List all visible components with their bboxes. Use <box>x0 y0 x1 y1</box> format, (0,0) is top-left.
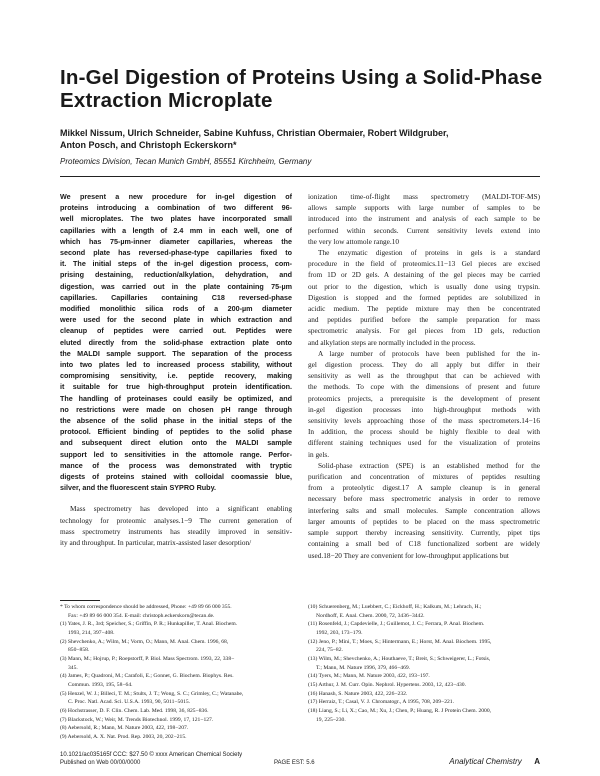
title-line: In-Gel Digestion of Proteins Using a Solid-Phase <box>60 66 543 89</box>
body-line: purification and concentration of mixtures of peptides resulting <box>308 472 540 482</box>
abstract-line: it suitable for true high-throughput protein identification. <box>60 382 292 392</box>
introduction-continued <box>308 191 540 561</box>
title-line: Extraction Microplate <box>60 89 273 112</box>
abstract-line: digestion, was carried out in the plate containing 75-µm <box>60 281 292 291</box>
body-line: larger amounts of peptides to be placed on the mass spectrometric <box>308 516 540 526</box>
body-line: introduced into the instrument and analysis of each sample to be <box>308 214 540 224</box>
abstract-line: eluted directly from the solid-phase extraction plate onto <box>60 337 292 347</box>
reference-line: (16) Hanash, S. Nature 2003, 422, 226−232. <box>308 690 408 697</box>
body-line: In addition, the process should be highly flexible to deal with <box>308 427 540 437</box>
body-line: and peptides purified before the sample preparation for mass <box>308 315 540 325</box>
reference-line: (9) Aebersold, A. X. Nat. Prod. Rep. 2003, 20, 202−215. <box>60 733 187 740</box>
body-line: Solid-phase extraction (SPE) is an established method for the <box>318 460 540 470</box>
abstract-line: second plate has reversed-phase-type capillaries fixed to <box>60 248 292 258</box>
reference-line: (3) Mann, M.; Hojrup, P.; Roepstorff, P. Biol. Mass Spectrom. 1993, 22, 338− <box>60 655 235 662</box>
authors-line: Mikkel Nissum, Ulrich Schneider, Sabine Kuhfuss, Christian Obermaier, Robert Wildgruber, <box>60 128 449 138</box>
body-line: containing a small bed of C18 functionalized sorbent are widely <box>308 539 540 549</box>
body-line: allows sample supports with large number of samples to be <box>308 203 540 213</box>
reference-line: * To whom correspondence should be addressed, Phone: +49 89 66 000 355. <box>60 604 232 610</box>
body-line: proteomics projects, a prerequisite is the development of present <box>308 393 540 403</box>
abstract-line: prising destaining, reduction/alkylation, dehydration, and <box>60 270 292 280</box>
reference-line: Fax: +49 89 66 000 354. E-mail: christoph.eckerskorn@tecan.de. <box>68 612 215 619</box>
abstract-line: The handling of proteinases could easily be optimized, and <box>60 393 292 403</box>
references-left <box>60 603 292 742</box>
abstract-line: and subsequent direct elution onto the MALDI sample <box>60 438 292 448</box>
abstract-line: no restrictions were made on chosen pH range through <box>60 404 292 414</box>
reference-line: (15) Arthur, J. M. Curr. Opin. Nephrol. Hypertens. 2003, 12, 423−430. <box>308 681 466 688</box>
body-line: necessary before mass spectrometric analysis in order to remove <box>308 494 540 504</box>
reference-line: (14) Tyers, M.; Mann, M. Nature 2003, 422, 193−197. <box>308 673 430 680</box>
body-line: sensitivity as well as the throughput that can be achieved with <box>308 371 540 381</box>
body-line: the very low attomole range.10 <box>308 236 399 246</box>
abstract-line: compromising sensitivity, i.e. peptide recovery, making <box>60 371 292 381</box>
reference-line: 1993, 214, 397−408. <box>68 629 115 636</box>
reference-line: 1992, 203, 173−179. <box>316 629 363 636</box>
body-line: gel digestion process. They do all apply but differ in their <box>308 360 540 370</box>
page-estimate: PAGE EST: 5.6 <box>274 760 315 766</box>
abstract-line: capillaries with a length of 2.4 mm in each well, one of <box>60 225 292 235</box>
body-line: Digestion is stopped and the formed peptides are solubilized in <box>308 292 540 302</box>
body-line: mass spectrometry instruments has steadily improved in sensitiv- <box>60 526 292 536</box>
abstract <box>60 191 292 493</box>
abstract-line: modified monolithic silica rods of a 200-µm diameter <box>60 304 292 314</box>
body-line: acidic medium. The peptide mixture may then be concentrated <box>308 304 540 314</box>
journal-footer <box>449 751 540 769</box>
reference-line: (2) Shevchenko, A.; Wilm, M.; Vorm, O.; Mann, M. Anal. Chem. 1996, 68, <box>60 638 229 645</box>
body-line: the methods. To cope with the dimensions of present and future <box>308 382 540 392</box>
reference-line: (12) Jeno, P.; Mini, T.; Moes, S.; Hintermann, E.; Horst, M. Anal. Biochem. 1995, <box>308 638 492 645</box>
abstract-line: into two plates led to increased process stability, without <box>60 360 292 370</box>
authors-line: Anton Posch, and Christoph Eckerskorn* <box>60 140 237 150</box>
body-line: in gels. <box>308 449 330 459</box>
reference-line: (10) Schuerenberg, M.; Luebbert, C.; Eickhoff, H.; Kalkum, M.; Lehrach, H.; <box>308 604 482 610</box>
abstract-line: protocol. Efficient binding of peptides to the solid phase <box>60 427 292 437</box>
reference-line: (18) Liang, S.; Li, X.; Cao, M.; Xu, J.; Chen, P.; Huang, R. J Protein Chem. 2000, <box>308 707 492 714</box>
reference-line: (17) Herraiz, T.; Casal, V. J. Chromatogr., A 1995, 708, 209−221. <box>308 699 454 706</box>
reference-line: 345. <box>68 664 78 671</box>
reference-line: Nordhoff, E. Anal. Chem. 2000, 72, 3436−3442. <box>316 612 425 619</box>
abstract-line: We present a new procedure for in-gel digestion of <box>60 192 292 201</box>
body-line: different staining techniques used for the visualization of proteins <box>308 438 540 448</box>
article-title <box>60 66 560 112</box>
body-line: and alkylation steps are normally included in the process. <box>308 337 476 347</box>
body-line: spectrometric analysis. For gel pieces from 1D gels, reduction <box>308 326 540 336</box>
body-line: The enzymatic digestion of proteins in gels is a standard <box>318 248 540 258</box>
reference-line: (4) James, P.; Quadroni, M.; Carafoli, E.; Gonnet, G. Biochem. Biophys. Res. <box>60 673 234 680</box>
abstract-line: the MALDI sample support. The separation of the process <box>60 348 292 358</box>
references-right <box>308 603 540 724</box>
abstract-line: silver, and the fluorescent stain SYPRO Ruby. <box>60 483 217 493</box>
reference-line: T.; Mann, M. Nature 1996, 379, 466−469. <box>316 664 411 671</box>
abstract-line: it. The initial steps of the in-gel digestion process, com- <box>60 259 292 269</box>
body-line: sensitivity levels approaching those of the mass spectrometers.14−16 <box>308 416 540 426</box>
body-line: Mass spectrometry has developed into a significant enabling <box>70 504 292 514</box>
footnote-rule <box>60 600 100 601</box>
journal-name: Analytical Chemistry <box>449 757 522 766</box>
page-label: A <box>534 757 540 766</box>
reference-line: (1) Yates, J. R., 3rd; Speicher, S.; Griffin, P. R.; Hunkapiller, T. Anal. Biochem. <box>60 621 238 628</box>
reference-line: (13) Wilm, M.; Shevchenko, A.; Houthaeve, T.; Breit, S.; Schweigerer, L.; Fotsis, <box>308 655 491 662</box>
reference-line: C. Proc. Natl. Acad. Sci. U.S.A. 1993, 90, 5011−5015. <box>68 699 191 706</box>
body-line: from 1D or 2D gels. A destaining of the gel pieces may be carried <box>308 270 540 280</box>
reference-line: (6) Hochstrasser, D. F. Clin. Chem. Lab. Med. 1998, 36, 825−836. <box>60 707 209 714</box>
abstract-line: the absence of the solid phase in the initial steps of the <box>60 416 292 426</box>
abstract-line: were used for the second plate in which extraction and <box>60 315 292 325</box>
reference-line: 19, 225−230. <box>316 716 346 723</box>
header-rule <box>60 176 540 177</box>
reference-line: 850−858. <box>68 647 90 654</box>
abstract-line: support led to sensitivities in the attomole range. Perfor- <box>60 449 292 459</box>
body-line: out prior to the digestion, which is usually done using trypsin. <box>308 281 540 291</box>
abstract-line: well microplates. The two plates have incorporated small <box>60 214 292 224</box>
body-line: ionization time-of-flight mass spectrometry (MALDI-TOF-MS) <box>308 192 540 201</box>
reference-line: (7) Blackstock, W.; Weir, M. Trends Biotechnol. 1999, 17, 121−127. <box>60 716 214 723</box>
body-line: from a proteolytic digest.17 A sample cleanup is in general <box>308 483 540 493</box>
author-list <box>60 127 560 151</box>
abstract-line: proteins introducing a combination of two different 96- <box>60 203 292 213</box>
body-line: technology for proteomic analyses.1−9 The current generation of <box>60 515 292 525</box>
body-line: in-gel digestion processes into high-throughput methods with <box>308 404 540 414</box>
left-column <box>60 191 292 548</box>
body-line: ity and throughput. In particular, matrix-assisted laser desorption/ <box>60 538 252 548</box>
reference-line: (11) Rosenfeld, J.; Capdevielle, J.; Guillemot, J. C.; Ferrara, P. Anal. Biochem. <box>308 621 485 628</box>
reference-line: (5) Henzel, W. J.; Billeci, T. M.; Stults, J. T.; Wong, S. C.; Grimley, C.; Watanabe, <box>60 690 244 697</box>
body-line: interfering salts and small molecules. Sample concentration allows <box>308 505 540 515</box>
right-column <box>308 191 540 561</box>
doi-line: 10.1021/ac035165f CCC: $27.50 © xxxx American Chemical Society <box>60 752 243 758</box>
reference-line: Commun. 1993, 195, 58−64. <box>68 681 133 688</box>
reference-line: (8) Aebersold, R.; Mann, M. Nature 2003, 422, 198−207. <box>60 725 189 732</box>
introduction-start <box>60 503 292 548</box>
published-line: Published on Web 00/00/0000 <box>60 760 141 766</box>
abstract-line: mance of the process was demonstrated with tryptic <box>60 460 292 470</box>
body-line: procedure in the field of proteomics.11−13 Gel pieces are excised <box>308 259 540 269</box>
abstract-line: capillaries. Capillaries containing C18 reversed-phase <box>60 292 292 302</box>
abstract-line: cleanup of peptides were carried out. Peptides were <box>60 326 292 336</box>
abstract-line: which has 75-µm-inner diameter capillaries, whereas the <box>60 236 292 246</box>
body-line: A large number of protocols have been published for the in- <box>318 348 540 358</box>
body-line: used.18−20 They are convenient for low-throughput applications but <box>308 550 509 560</box>
body-line: sample support thereby increasing sensitivity. Currently, pipet tips <box>308 528 540 538</box>
abstract-line: digests of proteins stained with colloidal coomassie blue, <box>60 472 292 482</box>
affiliation: Proteomics Division, Tecan Munich GmbH, 85551 Kirchheim, Germany <box>60 157 312 166</box>
body-line: performed within seconds. Current sensitivity levels extend into <box>308 225 540 235</box>
reference-line: 224, 75−82. <box>316 647 343 654</box>
